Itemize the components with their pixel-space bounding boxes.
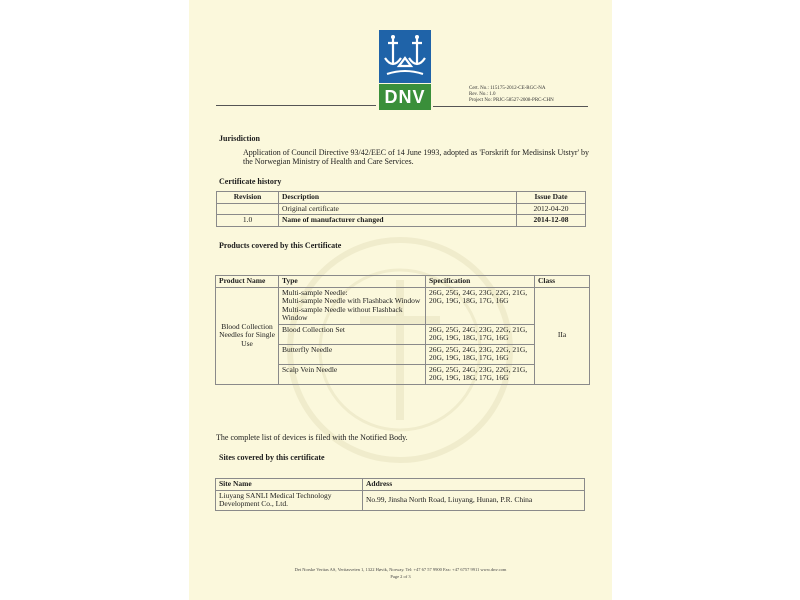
- column-header: Type: [279, 276, 426, 288]
- table-header-row: [217, 192, 586, 204]
- description-cell: Original certificate: [279, 203, 517, 215]
- dnv-logo: [379, 30, 431, 110]
- class-cell: IIa: [535, 287, 590, 384]
- header-rule-right: [433, 106, 588, 107]
- column-header: Issue Date: [517, 192, 586, 204]
- header-rule-left: [216, 105, 376, 106]
- jurisdiction-text: Application of Council Directive 93/42/EEC of 14 June 1993, adopted as 'Forskrift for Medisinsk Utstyr' by the Norwegian Ministry of Health and Care Services.: [243, 148, 589, 166]
- type-cell: Multi-sample Needle: Multi-sample Needle with Flashback Window Multi-sample Needle without Flashback Window: [279, 287, 426, 324]
- column-header: Specification: [426, 276, 535, 288]
- specification-cell: 26G, 25G, 24G, 23G, 22G, 21G, 20G, 19G, 18G, 17G, 16G: [426, 364, 535, 384]
- dnv-logo-text: DNV: [379, 84, 431, 110]
- description-cell: Name of manufacturer changed: [279, 215, 517, 227]
- jurisdiction-heading: Jurisdiction: [219, 134, 260, 143]
- column-header: Description: [279, 192, 517, 204]
- project-number: Project No: PRJC-58527-2008-PRC-CHN: [469, 98, 554, 103]
- table-row: [217, 215, 586, 227]
- sites-heading: Sites covered by this certificate: [219, 453, 325, 462]
- address-cell: No.99, Jinsha North Road, Liuyang, Hunan, P.R. China: [363, 490, 585, 510]
- anchor-emblem-icon: [379, 30, 431, 83]
- history-table: [216, 191, 586, 227]
- products-note: The complete list of devices is filed with the Notified Body.: [216, 433, 408, 442]
- type-cell: Blood Collection Set: [279, 324, 426, 344]
- history-heading: Certificate history: [219, 177, 282, 186]
- table-row: [216, 287, 590, 324]
- revision-number: Rev. No.: 1.0: [469, 92, 496, 97]
- certificate-references: [469, 86, 554, 104]
- footer-address: Det Norske Veritas AS, Veritasveien 1, 1322 Høvik, Norway. Tel: +47 67 57 9900 Fax: +47 6757 9911 www.dnv.com: [294, 567, 507, 572]
- product-name-cell: Blood Collection Needles for Single Use: [216, 287, 279, 384]
- column-header: Site Name: [216, 479, 363, 491]
- column-header: Product Name: [216, 276, 279, 288]
- specification-cell: 26G, 25G, 24G, 23G, 22G, 21G, 20G, 19G, 18G, 17G, 16G: [426, 344, 535, 364]
- column-header: Class: [535, 276, 590, 288]
- issue-date-cell: 2012-04-20: [517, 203, 586, 215]
- products-table: [215, 275, 590, 385]
- type-cell: Scalp Vein Needle: [279, 364, 426, 384]
- products-heading: Products covered by this Certificate: [219, 241, 342, 250]
- revision-cell: 1.0: [217, 215, 279, 227]
- specification-cell: 26G, 25G, 24G, 23G, 22G, 21G, 20G, 19G, 18G, 17G, 16G: [426, 324, 535, 344]
- table-header-row: [216, 479, 585, 491]
- revision-cell: [217, 203, 279, 215]
- site-name-cell: Liuyang SANLI Medical Technology Development Co., Ltd.: [216, 490, 363, 510]
- sites-table: [215, 478, 585, 511]
- specification-cell: 26G, 25G, 24G, 23G, 22G, 21G, 20G, 19G, 18G, 17G, 16G: [426, 287, 535, 324]
- footer-page-number: Page 2 of 3: [390, 574, 411, 579]
- table-row: [216, 490, 585, 510]
- cert-number: Cert. No.: 115175-2012-CE-RGC-NA: [469, 86, 546, 91]
- issue-date-cell: 2014-12-08: [517, 215, 586, 227]
- column-header: Revision: [217, 192, 279, 204]
- type-cell: Butterfly Needle: [279, 344, 426, 364]
- column-header: Address: [363, 479, 585, 491]
- table-header-row: [216, 276, 590, 288]
- table-row: [217, 203, 586, 215]
